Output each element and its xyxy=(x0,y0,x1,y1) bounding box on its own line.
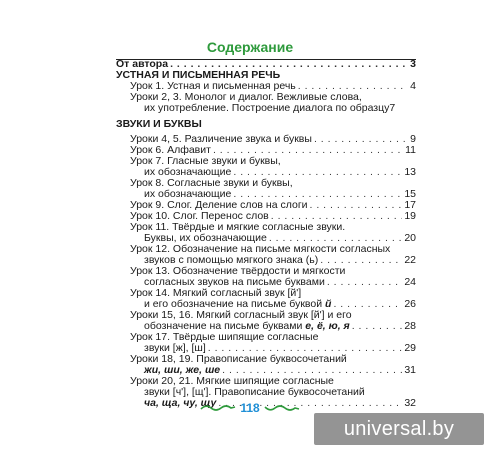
wave-ornament-right-icon xyxy=(264,403,300,413)
toc-entry: Урок 7. Гласные звуки и буквы, xyxy=(130,155,281,167)
toc-entry: Урок 14. Мягкий согласный звук [й'] xyxy=(130,287,302,299)
toc-entry: обозначение на письме буквами е, ё, ю, я . . . 28 xyxy=(144,320,416,333)
page-title: Содержание xyxy=(206,39,294,55)
toc-entry: Урок 8. Согласные звуки и буквы, xyxy=(130,177,293,189)
toc-entry: Урок 10. Слог. Перенос слов . . . 19 xyxy=(130,210,416,223)
toc-entry: их обозначающие . . . 13 xyxy=(144,166,416,179)
toc-entry: Урок 12. Обозначение на письме мягкости согласных xyxy=(130,243,391,255)
toc-entry: их обозначающие . . . 15 xyxy=(144,188,416,201)
toc-entry: звуков с помощью мягкого знака (ь) . . . 22 xyxy=(144,254,416,267)
watermark-text: universal.by xyxy=(343,417,455,440)
toc-entry: согласных звуков на письме буквами . . . 24 xyxy=(144,276,416,289)
toc-entry: Уроки 15, 16. Мягкий согласный звук [й'] и его xyxy=(130,309,352,321)
toc-entry: звуки [ч'], [щ']. Правописание буквосочетаний xyxy=(144,386,365,398)
toc-entry: Буквы, их обозначающие . . . 20 xyxy=(144,232,416,245)
watermark xyxy=(314,413,484,445)
wave-ornament-left-icon xyxy=(200,403,236,413)
toc-entry-from-author: От автора . . . 3 xyxy=(116,58,416,71)
toc-entry: Урок 13. Обозначение твёрдости и мягкости xyxy=(130,265,346,277)
toc-entry: Уроки 4, 5. Различение звука и буквы . . . 9 xyxy=(130,133,416,146)
toc-entry: Уроки 18, 19. Правописание буквосочетаний xyxy=(130,353,347,365)
toc-entry: Уроки 2, 3. Монолог и диалог. Вежливые слова, xyxy=(130,91,362,103)
toc-entry: звуки [ж], [ш] . . . 29 xyxy=(144,342,416,355)
page-number: 118 xyxy=(240,401,260,415)
toc-entry: Урок 17. Твёрдые шипящие согласные xyxy=(130,331,319,343)
section-heading-sounds: ЗВУКИ И БУКВЫ xyxy=(116,118,202,130)
toc-entry: жи, ши, же, ше . . . 31 xyxy=(144,364,416,377)
toc-entry: и его обозначение на письме буквой й . . . 26 xyxy=(144,298,416,311)
toc-entry: Урок 6. Алфавит . . . 11 xyxy=(130,144,416,157)
toc-entry: их употребление. Построение диалога по образцу 7 xyxy=(144,102,396,114)
toc-entry: Уроки 20, 21. Мягкие шипящие согласные xyxy=(130,375,334,387)
toc-entry: Урок 9. Слог. Деление слов на слоги . . . 17 xyxy=(130,199,416,212)
toc-entry: Урок 1. Устная и письменная речь . . . 4 xyxy=(130,80,416,93)
section-heading-speech: УСТНАЯ И ПИСЬМЕННАЯ РЕЧЬ xyxy=(116,69,281,81)
toc-entry: ча, ща, чу, щу . . . 32 xyxy=(144,397,416,410)
toc-entry: Урок 11. Твёрдые и мягкие согласные звуки. xyxy=(130,221,346,233)
